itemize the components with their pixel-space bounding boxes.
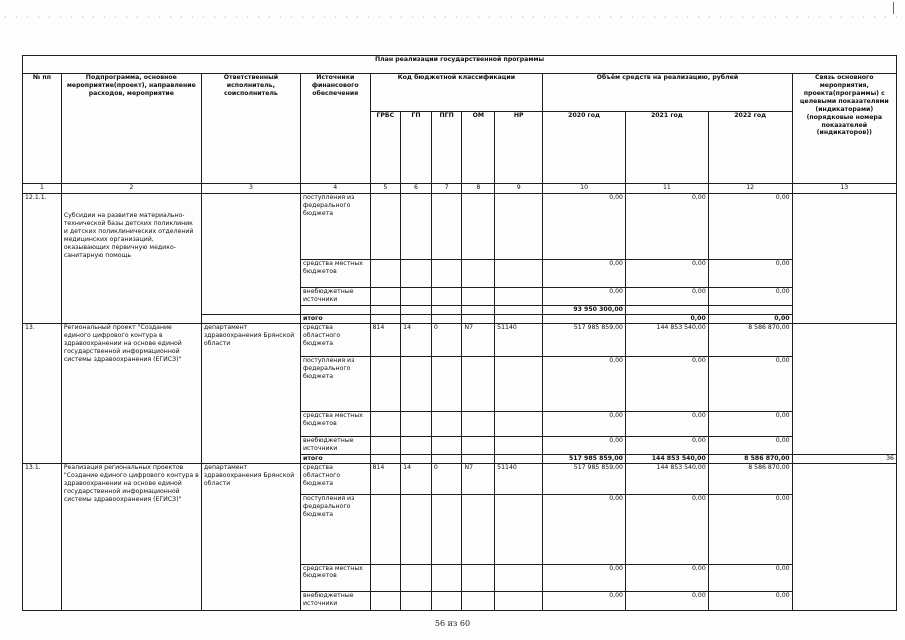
cell-pgp [431,564,462,591]
row-name-12-1-1: Субсидии на развитие материально-технической базы детских поликлиник и детских поликлинических отделений медицинских организаций, оказывающих первичную медико-санитарную помощь [61,193,201,323]
cell-pgp [431,260,462,287]
value-2021: 0,00 [625,495,708,565]
row-responsible-12-1-1 [201,193,300,314]
row-link-13 [792,324,896,455]
cell-spacer [301,305,371,314]
cell-gp [401,437,432,455]
table-title: План реализации государственной программы [23,56,897,74]
value-2022: 0,00 [708,591,792,610]
cell-gp [401,193,432,259]
cell-grbs [370,411,401,436]
program-plan-table [22,55,897,611]
cell-grbs [370,495,401,565]
source-fed: поступления из федерального бюджета [301,495,371,565]
value-2020: 517 985 859,00 [543,464,626,495]
cell-gp [401,287,432,305]
cell-om [462,305,495,314]
cell-np [495,305,543,314]
cell-grbs [370,564,401,591]
value-2022: 8 586 870,00 [708,464,792,495]
cell-pgp [431,357,462,412]
cell-np [495,591,543,610]
cell-om [462,495,495,565]
value-2021: 0,00 [625,437,708,455]
cell-gp [401,591,432,610]
col-number: 10 [543,184,626,193]
header-grbs: ГРБС [370,111,401,184]
cell-gp: 14 [401,324,432,357]
scan-edge-mark [893,2,894,14]
scan-noise [0,14,905,20]
header-volume: Объём средств на реализацию, рублей [543,73,792,111]
value-2021: 0,00 [625,357,708,412]
value-2021: 0,00 [625,411,708,436]
source-extra: внебюджетные источники [301,591,371,610]
value-2022: 0,00 [708,287,792,305]
col-number: 1 [23,184,62,193]
cell-gp [401,357,432,412]
value-2020: 0,00 [543,437,626,455]
header-row [23,73,897,111]
row-num-13-1: 13.1. [23,464,62,611]
total-2021: 144 853 540,00 [625,454,708,463]
cell-grbs [370,437,401,455]
value-2021: 0,00 [625,591,708,610]
cell-np [495,287,543,305]
value-2020: 0,00 [543,495,626,565]
cell-om [462,411,495,436]
cell-gp [401,411,432,436]
row-link-13-1 [792,464,896,611]
value-2021: 0,00 [625,193,708,259]
cell-np [495,454,543,463]
cell-grbs [370,305,401,314]
cell-pgp [431,437,462,455]
cell-np [495,260,543,287]
cell-np [495,411,543,436]
cell-np [495,315,543,324]
value-2020: 0,00 [543,411,626,436]
value-2021: 0,00 [625,287,708,305]
value-2022: 8 586 870,00 [708,324,792,357]
header-gp: ГП [401,111,432,184]
cell-pgp [431,411,462,436]
value-2022: 0,00 [708,193,792,259]
row-link-12-1-1 [792,193,896,323]
cell-pgp: 0 [431,464,462,495]
cell-pgp: 0 [431,324,462,357]
cell-np: 51140 [495,324,543,357]
header-responsible: Ответственный исполнитель, соисполнитель [201,73,300,184]
source-local: средства местных бюджетов [301,564,371,591]
cell-np [495,193,543,259]
row-name-13: Региональный проект "Создание единого цифрового контура в здравоохранении на основе единой государственной информационной системы здравоохранения (ЕГИСЗ)" [61,324,201,464]
value-2022: 0,00 [708,564,792,591]
header-np: НР [495,111,543,184]
value-2020: 0,00 [543,287,626,305]
cell-gp [401,564,432,591]
cell-grbs: 814 [370,324,401,357]
header-2020: 2020 год [543,111,626,184]
cell-np [495,437,543,455]
total-2021: 0,00 [625,315,708,324]
col-number: 4 [301,184,371,193]
cell-gp [401,305,432,314]
cell-spacer [625,305,708,314]
cell-gp [401,315,432,324]
cell-pgp [431,495,462,565]
cell-spacer [543,315,626,324]
cell-om [462,437,495,455]
value-2020: 0,00 [543,193,626,259]
row-responsible-13: департамент здравоохранения Брянской области [201,324,300,464]
column-numbers-row [23,184,897,193]
value-2021: 144 853 540,00 [625,464,708,495]
source-regional: средства областного бюджета [301,464,371,495]
col-number: 7 [431,184,462,193]
row-name-13-1: Реализация региональных проектов "Создание единого цифрового контура в здравоохранении на основе единой государственной информационной системы здравоохранения (ЕГИСЗ)" [61,464,201,611]
cell-gp [401,454,432,463]
row-num-12-1-1: 12.1.1. [23,193,62,323]
cell-grbs [370,357,401,412]
source-extra: внебюджетные источники [301,437,371,455]
source-fed: поступления из федерального бюджета [301,193,371,259]
cell-pgp [431,591,462,610]
cell-om [462,357,495,412]
value-2022: 0,00 [708,357,792,412]
col-number: 8 [462,184,495,193]
header-sources: Источники финансового обеспечения [301,73,371,184]
value-2020: 0,00 [543,357,626,412]
source-total: итого [301,315,371,324]
value-2022: 0,00 [708,495,792,565]
total-2020: 517 985 859,00 [543,454,626,463]
value-2021: 0,00 [625,564,708,591]
value-2020: 517 985 859,00 [543,324,626,357]
header-pgp: ПГП [431,111,462,184]
header-subprogram: Подпрограмма, основное мероприятие(проект), направление расходов, мероприятие [61,73,201,184]
value-2021: 144 853 540,00 [625,324,708,357]
source-extra: внебюджетные источники [301,287,371,305]
col-number: 12 [708,184,792,193]
cell-np [495,357,543,412]
value-2020: 0,00 [543,591,626,610]
row-num-13: 13. [23,324,62,464]
cell-spacer [201,315,300,324]
col-number: 2 [61,184,201,193]
cell-grbs [370,454,401,463]
table-row [23,464,897,495]
source-local: средства местных бюджетов [301,411,371,436]
table-row [23,193,897,259]
total-2020: 93 950 300,00 [543,305,626,314]
col-number: 13 [792,184,896,193]
value-2020: 0,00 [543,260,626,287]
value-2022: 0,00 [708,437,792,455]
cell-grbs [370,287,401,305]
cell-np [495,564,543,591]
cell-gp [401,495,432,565]
source-fed: поступления из федерального бюджета [301,357,371,412]
total-2022: 8 586 870,00 [708,454,792,463]
cell-om [462,260,495,287]
row-responsible-13-1: департамент здравоохранения Брянской области [201,464,300,611]
col-number: 3 [201,184,300,193]
cell-om [462,454,495,463]
source-regional: средства областного бюджета [301,324,371,357]
table-row [23,324,897,357]
cell-gp: 14 [401,464,432,495]
cell-om [462,564,495,591]
header-om: ОМ [462,111,495,184]
col-number: 6 [401,184,432,193]
cell-om [462,315,495,324]
cell-grbs [370,315,401,324]
header-link: Связь основного мероприятия, проекта(программы) с целевыми показателями (индикаторами) (порядковые номера показателей (индикаторов)) [792,73,896,184]
cell-grbs [370,260,401,287]
col-number: 9 [495,184,543,193]
cell-pgp [431,193,462,259]
cell-om: N7 [462,464,495,495]
cell-pgp [431,287,462,305]
cell-om [462,287,495,305]
title-row [23,56,897,74]
cell-grbs [370,193,401,259]
cell-grbs: 814 [370,464,401,495]
cell-om: N7 [462,324,495,357]
header-num: № пп [23,73,62,184]
header-2021: 2021 год [625,111,708,184]
col-number: 11 [625,184,708,193]
cell-grbs [370,591,401,610]
total-2022: 0,00 [708,315,792,324]
page-number: 56 из 60 [434,619,471,628]
cell-spacer [708,305,792,314]
header-budget-code: Код бюджетной классификации [370,73,543,111]
cell-om [462,591,495,610]
value-2022: 0,00 [708,260,792,287]
indicator-number: 36 [792,454,896,463]
cell-pgp [431,454,462,463]
source-local: средства местных бюджетов [301,260,371,287]
cell-np: 51140 [495,464,543,495]
source-total: итого [301,454,371,463]
col-number: 5 [370,184,401,193]
value-2020: 0,00 [543,564,626,591]
cell-gp [401,260,432,287]
value-2021: 0,00 [625,260,708,287]
cell-om [462,193,495,259]
value-2022: 0,00 [708,411,792,436]
cell-pgp [431,305,462,314]
header-2022: 2022 год [708,111,792,184]
cell-np [495,495,543,565]
cell-pgp [431,315,462,324]
